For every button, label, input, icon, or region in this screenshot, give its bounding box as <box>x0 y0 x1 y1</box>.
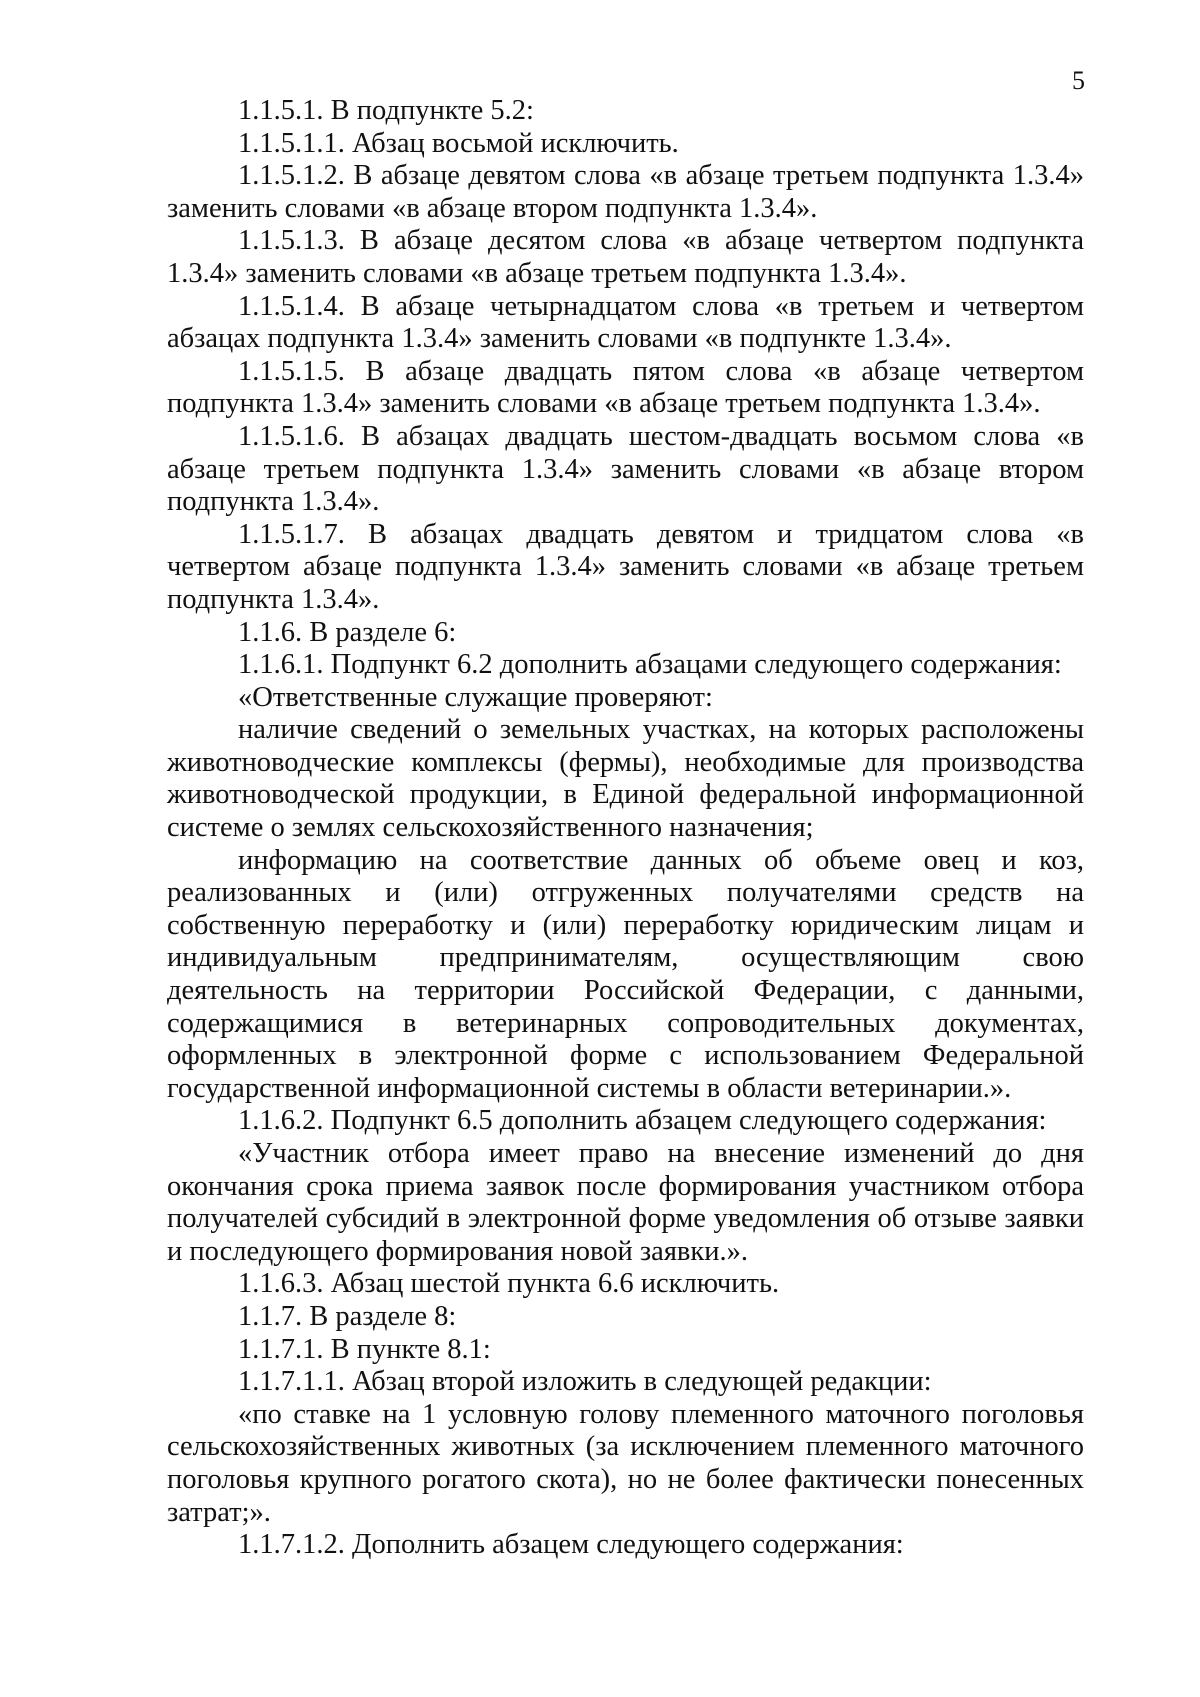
paragraph-1-1-7-1-1: 1.1.7.1.1. Абзац второй изложить в следующей редакции: <box>238 1366 932 1398</box>
paragraph-1-1-6-1: 1.1.6.1. Подпункт 6.2 дополнить абзацами следующего содержания: <box>238 649 1062 681</box>
document-body <box>167 95 1084 1562</box>
paragraph-1-1-6-2: 1.1.6.2. Подпункт 6.5 дополнить абзацем следующего содержания: <box>238 1105 1047 1137</box>
paragraph-1-1-5-1-7: 1.1.5.1.7. В абзацах двадцать девятом и тридцатом слова «в четвертом абзаце подпункта 1.3.4» заменить словами «в абзаце третьем подпункта 1.3.4». <box>167 518 1084 615</box>
quote-veterinary-info: информацию на соответствие данных об объеме овец и коз, реализованных и (или) отгруженных получателями средств на собственную переработку и (или) переработку юридическим лицам и индивидуальным предпринимателям, осуществляющим свою деятельность на территории Российской Федерации, с данными, содержащимися в ветеринарных сопроводительных документах, оформленных в электронной форме с использованием Федеральной государственной информационной системы в области ветеринарии.». <box>167 844 1084 1104</box>
quote-rate-per-head: «по ставке на 1 условную голову племенного маточного поголовья сельскохозяйственных животных (за исключением племенного маточного поголовья крупного рогатого скота), но не более фактически понесенных затрат;». <box>167 1398 1084 1528</box>
paragraph-1-1-5-1: 1.1.5.1. В подпункте 5.2: <box>238 95 534 126</box>
paragraph-1-1-6-3: 1.1.6.3. Абзац шестой пункта 6.6 исключить. <box>238 1268 780 1300</box>
paragraph-1-1-7-1-2: 1.1.7.1.2. Дополнить абзацем следующего содержания: <box>238 1529 904 1561</box>
paragraph-1-1-5-1-6: 1.1.5.1.6. В абзацах двадцать шестом-двадцать восьмом слова «в абзаце третьем подпункта 1.3.4» заменить словами «в абзаце втором подпункта 1.3.4». <box>167 420 1084 518</box>
paragraph-1-1-5-1-1: 1.1.5.1.1. Абзац восьмой исключить. <box>238 127 679 159</box>
paragraph-1-1-5-1-2: 1.1.5.1.2. В абзаце девятом слова «в абзаце третьем подпункта 1.3.4» заменить словами «в абзаце втором подпункта 1.3.4». <box>167 160 1084 224</box>
paragraph-1-1-5-1-3: 1.1.5.1.3. В абзаце десятом слова «в абзаце четвертом подпункта 1.3.4» заменить словами «в абзаце третьем подпункта 1.3.4». <box>167 225 1084 289</box>
paragraph-1-1-6: 1.1.6. В разделе 6: <box>238 616 457 648</box>
paragraph-1-1-7-1: 1.1.7.1. В пункте 8.1: <box>238 1333 491 1365</box>
paragraph-1-1-5-1-5: 1.1.5.1.5. В абзаце двадцать пятом слова «в абзаце четвертом подпункта 1.3.4» заменить словами «в абзаце третьем подпункта 1.3.4». <box>167 355 1084 420</box>
quote-land-plots: наличие сведений о земельных участках, на которых расположены животноводческие комплексы (фермы), необходимые для производства животноводческой продукции, в Единой федеральной информационной системе о землях сельскохозяйственного назначения; <box>167 714 1084 844</box>
quote-intro: «Ответственные служащие проверяют: <box>238 681 713 713</box>
paragraph-1-1-7: 1.1.7. В разделе 8: <box>238 1300 457 1332</box>
paragraph-1-1-5-1-4: 1.1.5.1.4. В абзаце четырнадцатом слова «в третьем и четвертом абзацах подпункта 1.3.4» заменить словами «в подпункте 1.3.4». <box>167 290 1084 355</box>
quote-selection-participant: «Участник отбора имеет право на внесение изменений до дня окончания срока приема заявок после формирования участником отбора получателей субсидий в электронной форме уведомления об отзыве заявки и последующего формирования новой заявки.». <box>167 1138 1084 1267</box>
page-number: 5 <box>1072 66 1085 95</box>
